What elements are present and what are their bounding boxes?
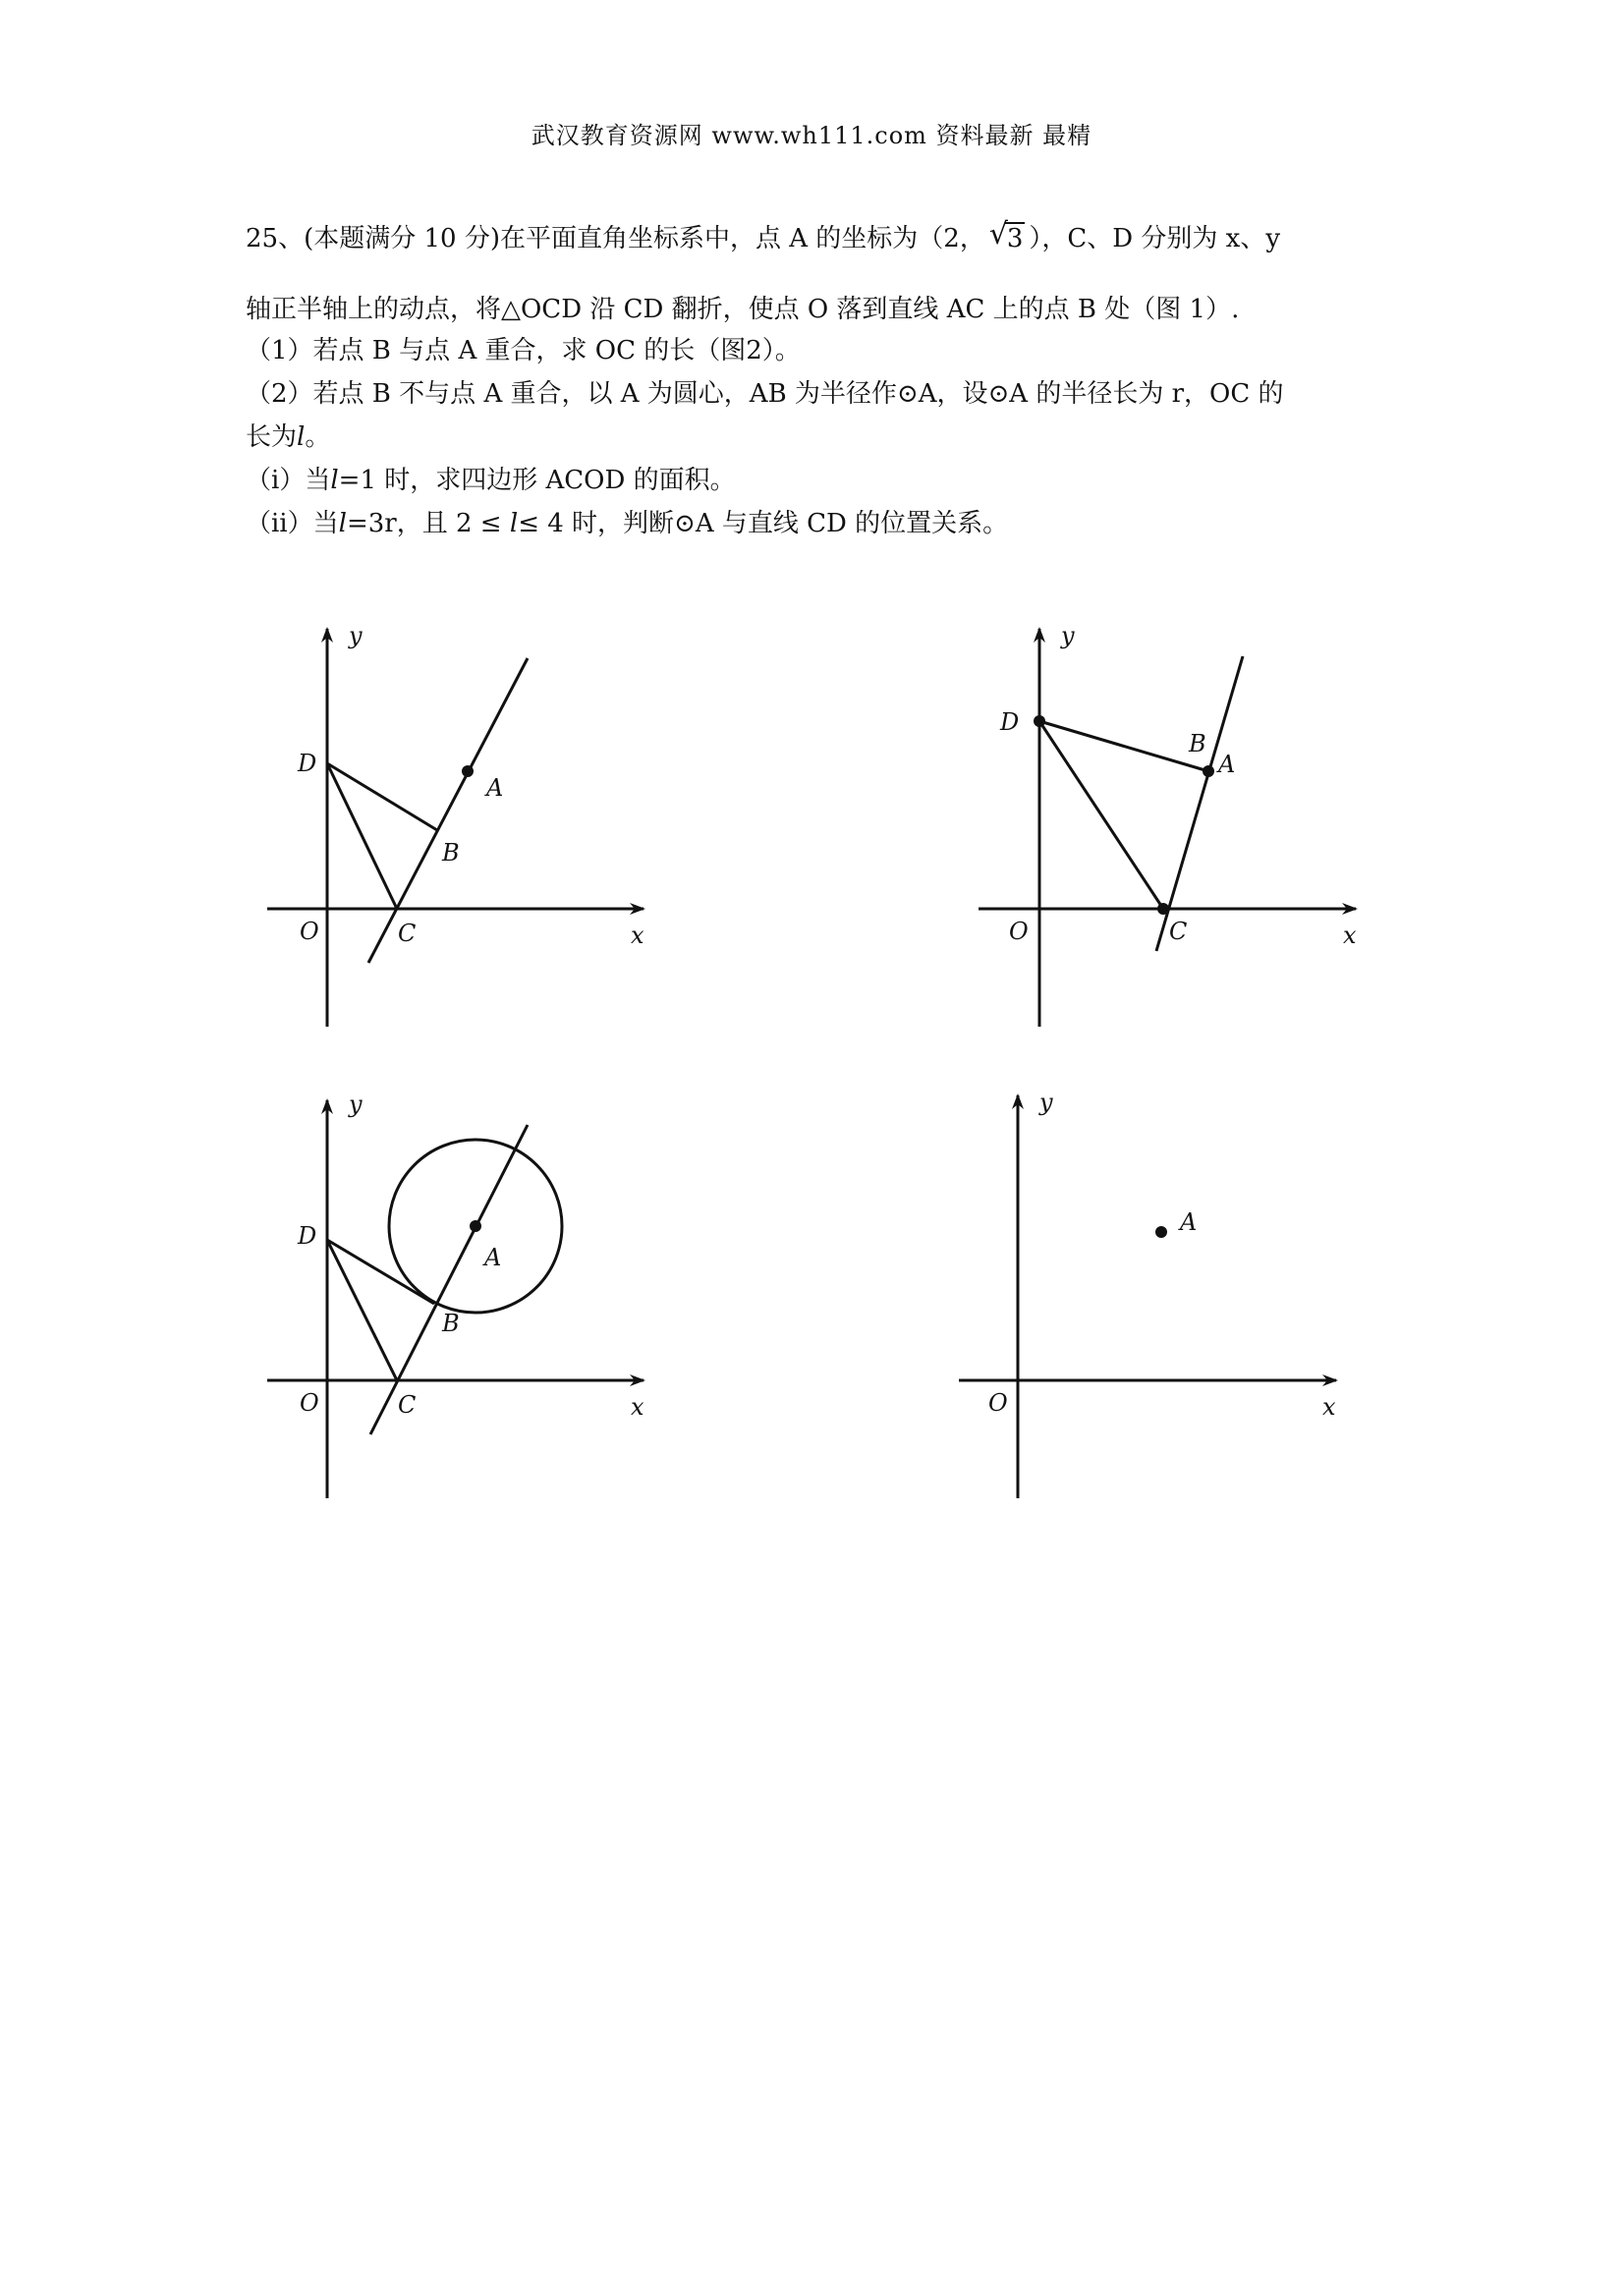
text-seg: 。: [305, 422, 331, 452]
label-x: x: [1343, 922, 1357, 949]
label-y: y: [349, 1091, 363, 1118]
label-o: O: [988, 1389, 1008, 1417]
text-seg: （ⅱ）当: [246, 509, 339, 538]
label-o: O: [1009, 918, 1029, 945]
label-d: D: [298, 750, 317, 777]
label-a: A: [484, 1244, 502, 1271]
var-l: l: [297, 422, 306, 452]
var-l: l: [338, 509, 347, 538]
problem-line-2: 轴正半轴上的动点，将△OCD 沿 CD 翻折，使点 O 落到直线 AC 上的点 B 处（图 1）.: [246, 295, 1240, 324]
label-x: x: [631, 1393, 644, 1421]
label-c: C: [398, 920, 417, 947]
text-seg: （ⅰ）当: [246, 466, 331, 495]
label-o: O: [300, 918, 319, 945]
label-x: x: [631, 922, 644, 949]
label-o: O: [300, 1389, 319, 1417]
label-y: y: [1039, 1089, 1053, 1116]
page-header: 武汉教育资源网 www.wh111.com 资料最新 最精: [531, 122, 1092, 149]
label-b: B: [1189, 730, 1206, 757]
label-a: A: [1180, 1208, 1198, 1236]
problem-part-1: （1）若点 B 与点 A 重合，求 OC 的长（图2）。: [246, 336, 801, 365]
text-seg: =3r，且 2 ≤: [346, 509, 502, 538]
label-c: C: [1169, 918, 1188, 945]
text-seg: =1 时，求四边形 ACOD 的面积。: [338, 466, 736, 495]
label-x: x: [1322, 1393, 1336, 1421]
label-b: B: [442, 1310, 460, 1337]
point-a: [1155, 1226, 1167, 1238]
text-seg: 长为: [246, 422, 298, 452]
problem-line-1-start: 25、(本题满分 10 分)在平面直角坐标系中，点 A 的坐标为（2，: [246, 224, 985, 253]
problem-part-2: （2）若点 B 不与点 A 重合，以 A 为圆心，AB 为半径作⊙A，设⊙A 的半径长为 r，OC 的: [246, 379, 1284, 409]
text-seg: ≤ 4 时，判断⊙A 与直线 CD 的位置关系。: [518, 509, 1009, 538]
label-b: B: [442, 839, 460, 867]
label-a: A: [486, 774, 504, 802]
figure-4-group: [959, 1095, 1336, 1498]
label-d: D: [298, 1222, 317, 1250]
var-l: l: [330, 466, 339, 495]
label-y: y: [349, 622, 363, 649]
label-c: C: [398, 1391, 417, 1419]
label-d: D: [1000, 708, 1020, 736]
sqrt-radicand: 3: [1006, 224, 1024, 253]
label-y: y: [1061, 622, 1075, 649]
problem-line-1-end: ），C、D 分别为 x、y: [1029, 224, 1281, 253]
label-a: A: [1218, 751, 1236, 778]
sqrt-symbol: √ 3: [988, 217, 1024, 253]
var-l: l: [509, 509, 519, 538]
